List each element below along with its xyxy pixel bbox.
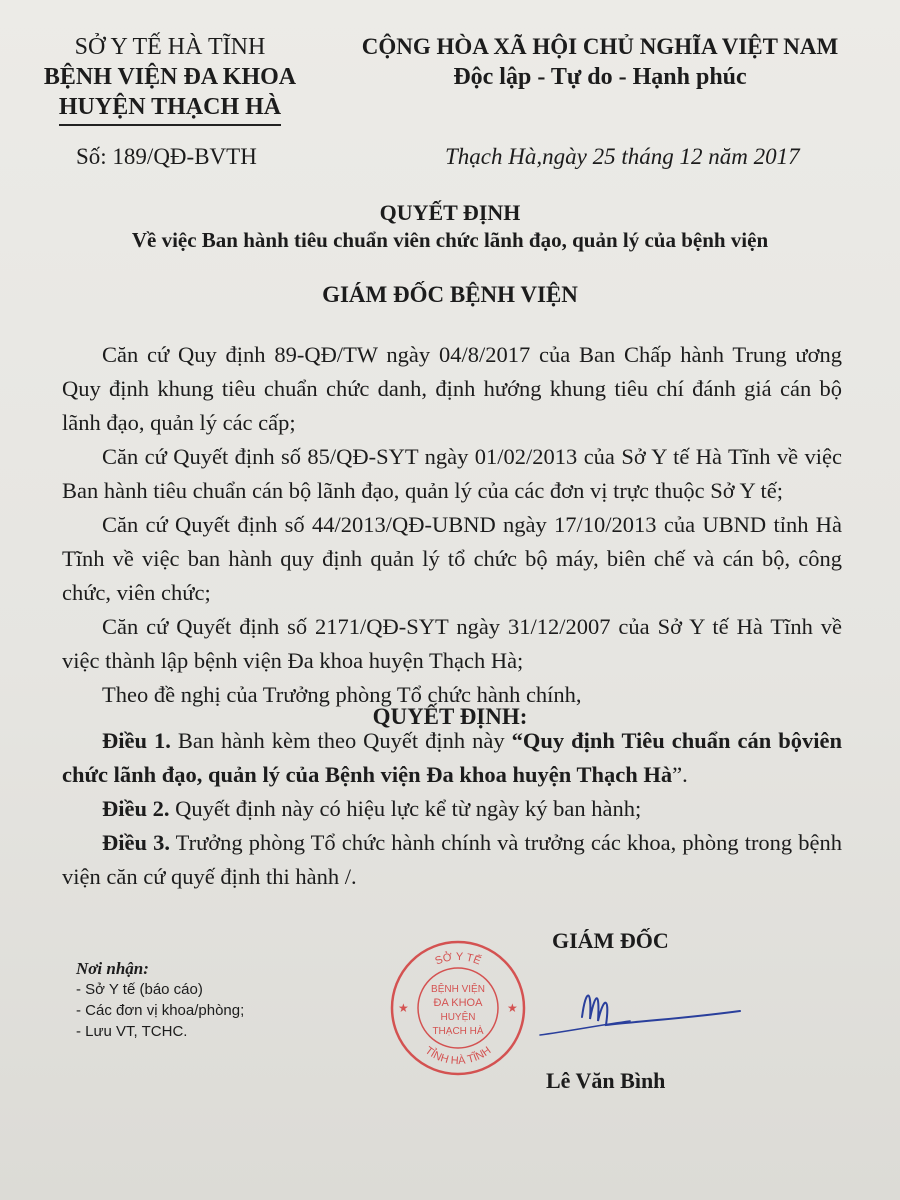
signer-name: Lê Văn Bình — [546, 1068, 666, 1093]
seal-ring-bottom: TỈNH HÀ TĨNH — [422, 1044, 494, 1068]
recipients — [76, 958, 244, 1042]
seal-center-3: HUYỆN — [440, 1012, 476, 1023]
article-1-text: Ban hành kèm theo Quyết định này — [170, 728, 512, 753]
article-1-label: Điều 1. — [102, 728, 171, 753]
seal-center-2: ĐA KHOA — [433, 997, 483, 1009]
handwritten-signature-icon — [500, 975, 760, 1075]
basis-paragraph: Theo đề nghị của Trưởng phòng Tổ chức hành chính, — [102, 682, 582, 707]
document-number: Số: 189/QĐ-BVTH — [76, 144, 257, 169]
article-1 — [62, 724, 842, 792]
place-and-date: Thạch Hà,ngày 25 tháng 12 năm 2017 — [445, 144, 800, 169]
department-name: SỞ Y TẾ HÀ TĨNH — [74, 34, 266, 60]
national-motto: Độc lập - Tự do - Hạnh phúc — [453, 64, 747, 90]
basis-paragraph: Căn cứ Quyết định số 2171/QĐ-SYT ngày 31/12/2007 của Sở Y tế Hà Tĩnh về việc thành lập bệnh viện Đa khoa huyện Thạch Hà; — [62, 614, 842, 673]
seal-star-right-icon: ★ — [507, 1001, 518, 1015]
signer-title: GIÁM ĐỐC — [552, 928, 669, 953]
document-subject: Về việc Ban hành tiêu chuẩn viên chức lãnh đạo, quản lý của bệnh viện — [131, 228, 769, 252]
articles — [62, 724, 842, 894]
country-name: CỘNG HÒA XÃ HỘI CHỦ NGHĨA VIỆT NAM — [361, 34, 839, 59]
recipient-item: - Các đơn vị khoa/phòng; — [76, 1002, 245, 1019]
recipients-heading: Nơi nhận: — [76, 959, 149, 978]
article-3 — [62, 826, 842, 894]
issuer-header — [20, 32, 320, 126]
legal-basis — [62, 338, 842, 712]
article-1-quote: “Quy định Tiêu chuẩn cán bộviên chức lãnh đạo, quản lý của Bệnh viện Đa khoa huyện Thạch Hà — [62, 728, 843, 787]
article-3-label: Điều 3. — [102, 830, 170, 855]
recipient-item: - Sở Y tế (báo cáo) — [76, 981, 203, 998]
basis-paragraph: Căn cứ Quyết định số 85/QĐ-SYT ngày 01/02/2013 của Sở Y tế Hà Tĩnh về việc Ban hành tiêu chuẩn cán bộ lãnh đạo, quản lý của các đơn vị trực thuộc Sở Y tế; — [62, 444, 842, 503]
article-1-end: ”. — [672, 762, 688, 787]
basis-paragraph: Căn cứ Quyết định số 44/2013/QĐ-UBND ngày 17/10/2013 của UBND tỉnh Hà Tĩnh về việc ban hành quy định quản lý tổ chức bộ máy, biên chế và cán bộ, công chức, viên chức; — [62, 512, 842, 605]
article-2-label: Điều 2. — [102, 796, 170, 821]
article-2-text: Quyết định này có hiệu lực kể từ ngày ký ban hành; — [169, 796, 642, 821]
seal-center-4: THẠCH HÀ — [432, 1026, 484, 1037]
seal-center-1: BỆNH VIỆN — [431, 984, 485, 995]
basis-paragraph: Căn cứ Quy định 89-QĐ/TW ngày 04/8/2017 của Ban Chấp hành Trung ương Quy định khung tiêu chuẩn chức danh, định hướng khung tiêu chí đánh giá cán bộ lãnh đạo, quản lý các cấp; — [62, 342, 842, 435]
hospital-name-line2: HUYỆN THẠCH HÀ — [59, 92, 281, 126]
national-header — [330, 32, 870, 92]
hospital-name-line1: BỆNH VIỆN ĐA KHOA — [43, 64, 297, 90]
issuing-authority: GIÁM ĐỐC BỆNH VIỆN — [322, 282, 578, 307]
document-title: QUYẾT ĐỊNH — [379, 200, 521, 225]
article-2 — [62, 792, 842, 826]
seal-ring-top: SỞ Y TẾ — [433, 950, 483, 968]
recipient-item: - Lưu VT, TCHC. — [76, 1023, 188, 1040]
seal-star-left-icon: ★ — [398, 1001, 409, 1015]
decision-heading: QUYẾT ĐỊNH: — [372, 704, 528, 729]
article-3-text: Trưởng phòng Tổ chức hành chính và trưởng các khoa, phòng trong bệnh viện căn cứ quyế định thi hành /. — [62, 830, 843, 889]
